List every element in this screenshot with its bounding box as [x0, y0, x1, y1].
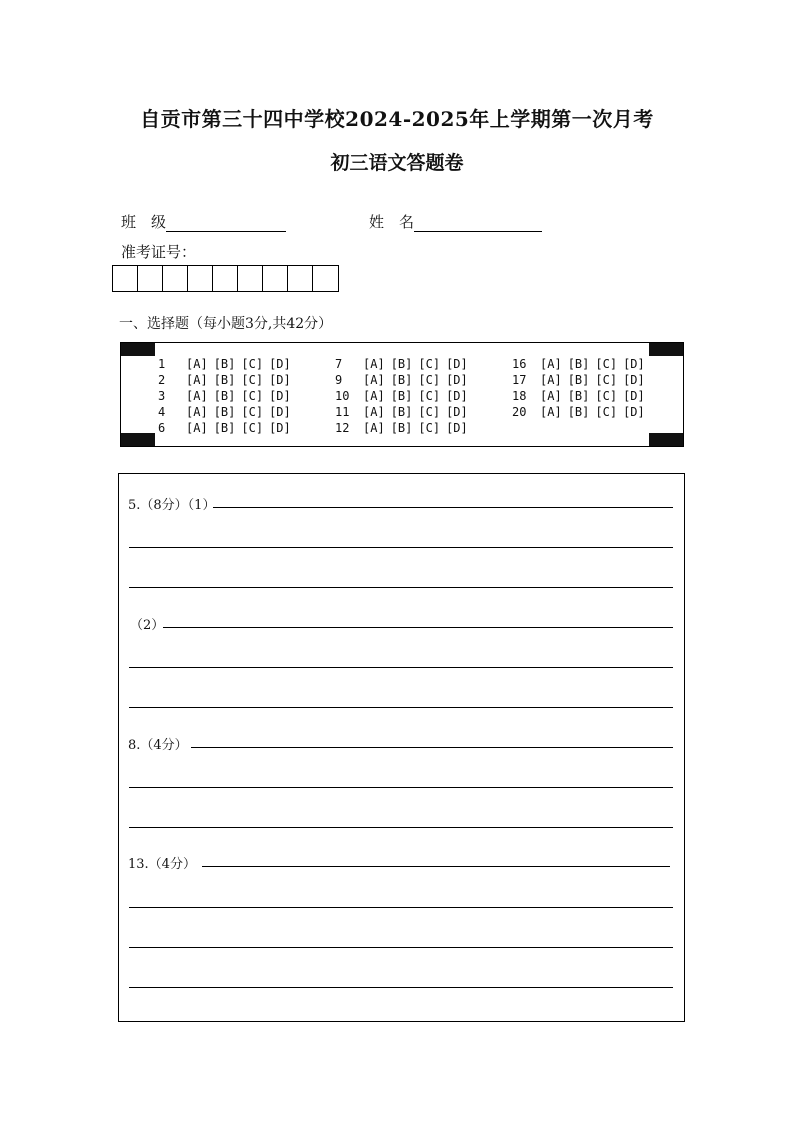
exam-id-label: 准考证号：	[121, 243, 197, 261]
choice-bubble[interactable]: [B]	[567, 373, 590, 387]
choice-bubble[interactable]: [C]	[241, 373, 264, 387]
choice-question-row	[512, 388, 651, 404]
question-number: 11	[335, 405, 350, 419]
choice-question-row	[512, 372, 651, 388]
choice-bubble[interactable]: [C]	[241, 421, 264, 435]
choice-bubble[interactable]: [A]	[186, 373, 208, 387]
exam-id-cell[interactable]	[213, 266, 238, 291]
question-number: 6	[158, 421, 166, 435]
choice-column	[158, 356, 297, 436]
choice-bubble[interactable]: [D]	[623, 389, 645, 403]
choice-bubble[interactable]: [D]	[446, 405, 468, 419]
exam-id-cell[interactable]	[238, 266, 263, 291]
choice-question-row	[335, 356, 474, 372]
question-number: 12	[335, 421, 350, 435]
answer-line[interactable]	[202, 866, 670, 867]
choice-bubble[interactable]: [A]	[540, 373, 562, 387]
choice-bubble[interactable]: [B]	[390, 373, 413, 387]
section-title-choice: 一、选择题（每小题3分,共42分）	[119, 316, 333, 332]
choice-bubble[interactable]: [B]	[390, 389, 413, 403]
choice-bubble[interactable]: [D]	[269, 357, 291, 371]
question-number: 16	[512, 357, 527, 371]
choice-column	[512, 356, 651, 420]
choice-bubble[interactable]: [C]	[418, 405, 441, 419]
exam-id-cell[interactable]	[113, 266, 138, 291]
choice-question-row	[335, 372, 474, 388]
choice-bubble[interactable]: [B]	[213, 373, 236, 387]
name-label: 姓 名	[369, 213, 415, 231]
question-number: 3	[158, 389, 166, 403]
question-number: 4	[158, 405, 166, 419]
question-number: 1	[158, 357, 166, 371]
answer-line[interactable]	[129, 707, 673, 708]
answer-line[interactable]	[129, 907, 673, 908]
choice-bubble[interactable]: [D]	[446, 373, 468, 387]
choice-question-row	[335, 420, 474, 436]
alignment-mark	[649, 343, 683, 356]
question-number: 18	[512, 389, 527, 403]
choice-question-row	[158, 372, 297, 388]
choice-bubble[interactable]: [A]	[363, 405, 385, 419]
question-number: 9	[335, 373, 343, 387]
choice-bubble[interactable]: [D]	[269, 421, 291, 435]
choice-bubble[interactable]: [B]	[567, 405, 590, 419]
choice-bubble[interactable]: [C]	[595, 405, 618, 419]
choice-bubble[interactable]: [C]	[418, 357, 441, 371]
answer-line[interactable]	[129, 787, 673, 788]
choice-bubble[interactable]: [A]	[186, 405, 208, 419]
choice-question-row	[335, 388, 474, 404]
q8-label: 8.（4分）	[128, 738, 188, 753]
choice-bubble[interactable]: [C]	[595, 389, 618, 403]
choice-column	[335, 356, 474, 436]
name-input-line[interactable]	[414, 215, 542, 232]
exam-id-cell[interactable]	[163, 266, 188, 291]
exam-id-cell[interactable]	[263, 266, 288, 291]
choice-bubble[interactable]: [A]	[363, 421, 385, 435]
choice-bubble[interactable]: [D]	[446, 421, 468, 435]
answer-line[interactable]	[129, 587, 673, 588]
choice-bubble[interactable]: [D]	[623, 373, 645, 387]
choice-bubble[interactable]: [C]	[595, 357, 618, 371]
alignment-mark	[121, 343, 155, 356]
choice-bubble[interactable]: [D]	[446, 389, 468, 403]
question-number: 2	[158, 373, 166, 387]
exam-id-cell[interactable]	[188, 266, 213, 291]
choice-bubble[interactable]: [D]	[623, 405, 645, 419]
name-field[interactable]	[369, 211, 542, 232]
choice-bubble[interactable]: [B]	[390, 357, 413, 371]
choice-bubble[interactable]: [A]	[540, 357, 562, 371]
choice-question-row	[158, 404, 297, 420]
choice-bubble[interactable]: [A]	[540, 405, 562, 419]
class-field[interactable]	[121, 211, 286, 232]
exam-id-cell[interactable]	[313, 266, 338, 291]
choice-question-row	[512, 404, 651, 420]
choice-bubble[interactable]: [B]	[213, 421, 236, 435]
choice-bubble[interactable]: [B]	[390, 421, 413, 435]
exam-id-grid[interactable]	[112, 265, 339, 292]
choice-bubble[interactable]: [C]	[241, 357, 264, 371]
choice-bubble[interactable]: [A]	[363, 357, 385, 371]
choice-bubble[interactable]: [C]	[241, 389, 264, 403]
choice-bubble[interactable]: [C]	[595, 373, 618, 387]
written-answer-box	[118, 473, 685, 1022]
answer-line[interactable]	[129, 827, 673, 828]
choice-bubble[interactable]: [A]	[363, 373, 385, 387]
answer-line[interactable]	[213, 507, 673, 508]
question-number: 20	[512, 405, 527, 419]
question-number: 7	[335, 357, 343, 371]
choice-question-row	[158, 420, 297, 436]
exam-subtitle: 初三语文答题卷	[330, 152, 464, 174]
choice-answer-box	[120, 342, 684, 447]
choice-bubble[interactable]: [A]	[363, 389, 385, 403]
choice-bubble[interactable]: [D]	[446, 357, 468, 371]
answer-line[interactable]	[129, 547, 673, 548]
alignment-mark	[649, 433, 683, 446]
choice-bubble[interactable]: [D]	[623, 357, 645, 371]
choice-question-row	[335, 404, 474, 420]
choice-bubble[interactable]: [B]	[213, 405, 236, 419]
choice-bubble[interactable]: [A]	[186, 389, 208, 403]
exam-title: 自贡市第三十四中学校2024-2025年上学期第一次月考	[140, 107, 654, 131]
choice-bubble[interactable]: [B]	[213, 357, 236, 371]
question-number: 10	[335, 389, 350, 403]
choice-bubble[interactable]: [C]	[418, 373, 441, 387]
choice-bubble[interactable]: [B]	[213, 389, 236, 403]
class-label: 班 级	[121, 213, 167, 231]
choice-bubble[interactable]: [A]	[186, 421, 208, 435]
answer-line[interactable]	[129, 947, 673, 948]
choice-bubble[interactable]: [B]	[567, 389, 590, 403]
choice-bubble[interactable]: [D]	[269, 389, 291, 403]
alignment-mark	[121, 433, 155, 446]
choice-question-row	[512, 356, 651, 372]
choice-bubble[interactable]: [B]	[567, 357, 590, 371]
choice-bubble[interactable]: [A]	[540, 389, 562, 403]
q13-label: 13.（4分）	[128, 857, 196, 872]
answer-line[interactable]	[163, 627, 673, 628]
question-number: 17	[512, 373, 527, 387]
answer-line[interactable]	[129, 667, 673, 668]
choice-bubble[interactable]: [C]	[241, 405, 264, 419]
choice-bubble[interactable]: [C]	[418, 389, 441, 403]
q5-2-label: （2）	[130, 618, 165, 633]
exam-id-cell[interactable]	[138, 266, 163, 291]
choice-question-row	[158, 356, 297, 372]
q5-label: 5.（8分）（1）	[128, 498, 216, 513]
choice-question-row	[158, 388, 297, 404]
class-input-line[interactable]	[166, 215, 286, 232]
choice-bubble[interactable]: [D]	[269, 373, 291, 387]
choice-bubble[interactable]: [B]	[390, 405, 413, 419]
choice-bubble[interactable]: [A]	[186, 357, 208, 371]
exam-id-cell[interactable]	[288, 266, 313, 291]
choice-bubble[interactable]: [D]	[269, 405, 291, 419]
answer-line[interactable]	[191, 747, 673, 748]
choice-bubble[interactable]: [C]	[418, 421, 441, 435]
answer-line[interactable]	[129, 987, 673, 988]
